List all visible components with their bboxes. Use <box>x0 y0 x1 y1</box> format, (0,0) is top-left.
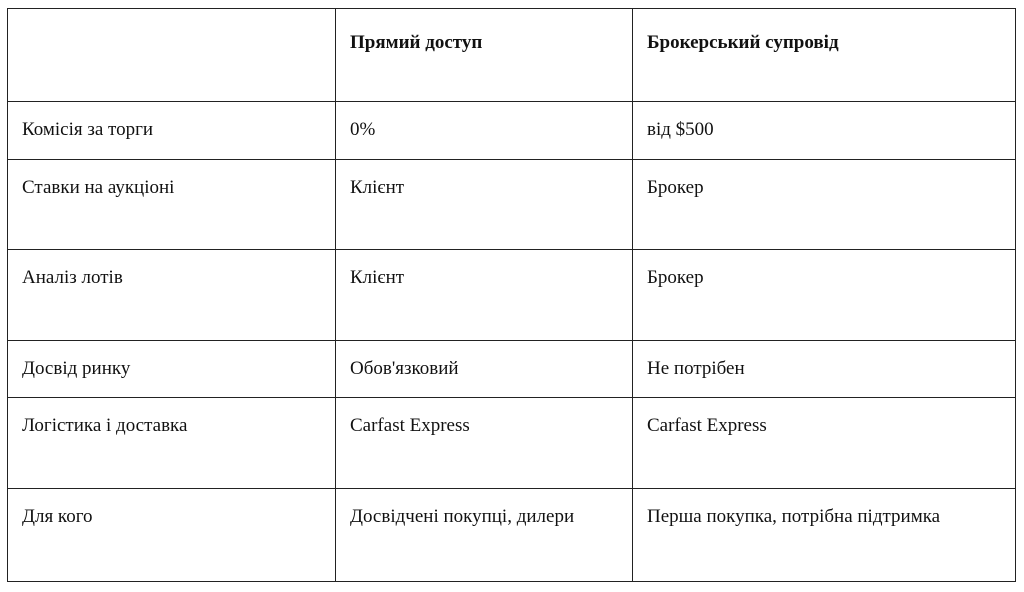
table-row <box>8 250 1016 341</box>
broker-value-cell: Брокер <box>633 160 1016 250</box>
direct-value-cell: Клієнт <box>336 160 633 250</box>
direct-value-cell: Досвідчені покупці, дилери <box>336 489 633 582</box>
row-label-cell: Комісія за торги <box>8 102 336 160</box>
direct-value-cell: Carfast Express <box>336 398 633 489</box>
broker-value-cell: Брокер <box>633 250 1016 341</box>
table-row <box>8 102 1016 160</box>
row-label-cell: Ставки на аукціоні <box>8 160 336 250</box>
table-row <box>8 341 1016 398</box>
header-broker-support: Брокерський супровід <box>633 9 1016 102</box>
broker-value-cell: Не потрібен <box>633 341 1016 398</box>
row-label-cell: Аналіз лотів <box>8 250 336 341</box>
table-row <box>8 489 1016 582</box>
row-label-cell: Для кого <box>8 489 336 582</box>
comparison-table <box>7 8 1016 582</box>
header-direct-access: Прямий доступ <box>336 9 633 102</box>
table-header-row <box>8 9 1016 102</box>
header-empty-cell <box>8 9 336 102</box>
broker-value-cell: від $500 <box>633 102 1016 160</box>
direct-value-cell: 0% <box>336 102 633 160</box>
broker-value-cell: Перша покупка, потрібна підтримка <box>633 489 1016 582</box>
comparison-table-container <box>7 8 1015 582</box>
direct-value-cell: Обов'язковий <box>336 341 633 398</box>
direct-value-cell: Клієнт <box>336 250 633 341</box>
broker-value-cell: Carfast Express <box>633 398 1016 489</box>
row-label-cell: Логістика і доставка <box>8 398 336 489</box>
table-row <box>8 160 1016 250</box>
table-row <box>8 398 1016 489</box>
row-label-cell: Досвід ринку <box>8 341 336 398</box>
